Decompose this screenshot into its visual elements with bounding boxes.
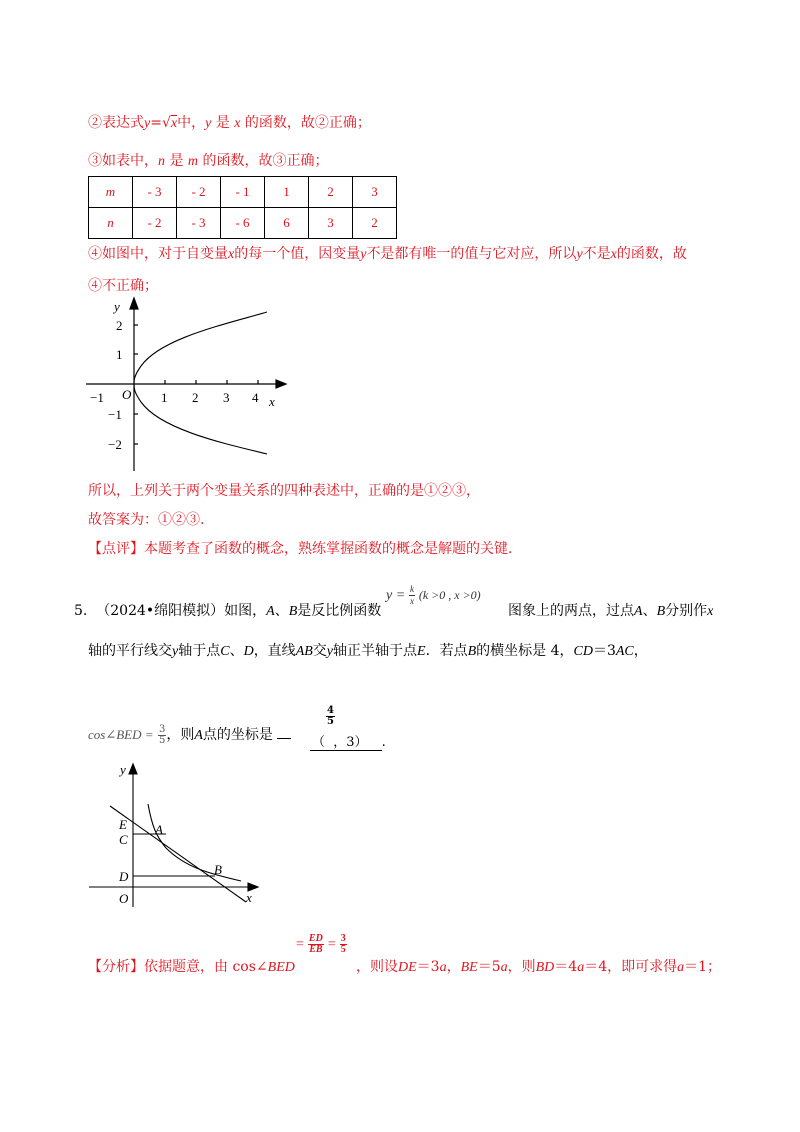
tick-label: −2: [108, 437, 122, 452]
text: ，则设: [356, 959, 398, 975]
text: 中，: [177, 115, 206, 131]
table-cell: 3: [353, 177, 397, 208]
var-x: x: [234, 116, 241, 131]
text: ，3）: [333, 735, 368, 750]
text: 点的坐标是: [202, 727, 273, 743]
problem-number: 5.: [74, 603, 88, 619]
hyperbola-graph: [86, 762, 266, 912]
text: 5: [158, 734, 166, 746]
text: ④如图中，对于自变量: [88, 246, 228, 262]
problem-5-line-1b: 图象上的两点，过点A、B分别作x: [508, 603, 714, 619]
var-y: y: [576, 247, 583, 262]
text: 图象上的两点，过点: [508, 603, 634, 619]
text: 4: [327, 705, 334, 716]
text: 不是: [582, 246, 611, 262]
statement-2-text: ②表达式: [88, 115, 144, 131]
point-label: E: [119, 817, 127, 832]
text: a: [677, 960, 685, 975]
answer-line: 故答案为：①②③.: [88, 512, 205, 528]
text: BE: [460, 960, 478, 975]
text: ＝5: [477, 959, 501, 975]
text: EB: [309, 944, 323, 955]
comment-line: 【点评】本题考查了函数的概念，熟练掌握函数的概念是解题的关键.: [88, 541, 513, 557]
x-axis-label: x: [246, 890, 252, 905]
answer-value: [310, 731, 386, 751]
text: （: [312, 735, 326, 750]
tick-label: 2: [116, 318, 123, 333]
table-cell: 1: [265, 177, 309, 208]
var-m: m: [187, 154, 199, 169]
text: 5: [340, 944, 346, 955]
text: ＝1；: [684, 959, 722, 975]
sqrt-icon: √x: [161, 115, 178, 131]
table-cell: - 2: [177, 177, 221, 208]
var-x: x: [228, 247, 235, 262]
table-cell: n: [89, 208, 133, 239]
text: 分别作: [665, 603, 708, 619]
text: ．若点: [425, 643, 468, 659]
parabola-graph: [86, 296, 306, 476]
var-y: y: [205, 116, 212, 131]
origin-label: O: [122, 387, 132, 402]
text: =: [296, 937, 304, 953]
table-cell: m: [89, 177, 133, 208]
point-label: B: [214, 862, 222, 877]
point-label: O: [119, 891, 129, 906]
text: k: [410, 584, 414, 594]
table-cell: - 2: [133, 208, 177, 239]
value-table: [88, 176, 397, 239]
point-label: A: [155, 822, 163, 837]
var-y: y: [144, 116, 151, 131]
text: ＝3: [592, 643, 616, 659]
line-AB: [110, 806, 246, 902]
table-cell: - 3: [133, 177, 177, 208]
tick-label: −1: [108, 407, 122, 422]
problem-5-line-1: 5. （2024•绵阳模拟）如图，A、B是反比例函数: [74, 603, 382, 619]
text: ＝3: [416, 959, 440, 975]
text: a: [439, 960, 447, 975]
text: 是: [165, 153, 188, 169]
tick-label: −1: [90, 390, 104, 405]
x-axis-arrow-icon: [276, 380, 286, 388]
text: 5: [327, 716, 334, 727]
equals-sign: =: [150, 115, 162, 131]
tick-label: 3: [223, 390, 230, 405]
table-cell: - 3: [177, 208, 221, 239]
table-cell: 2: [353, 208, 397, 239]
text: 的每一个值，因变量: [234, 246, 361, 262]
statement-3: [88, 150, 328, 170]
summary-line: 所以，上列关于两个变量关系的四种表述中，正确的是①②③，: [88, 483, 480, 499]
text: 轴的平行线交: [88, 643, 172, 659]
text: 3: [340, 933, 346, 944]
text: 的横坐标是 4，: [476, 643, 574, 659]
var-x: x: [610, 247, 617, 262]
formula-lhs: y =: [386, 588, 406, 603]
text: 【分析】依据题意，由 cos∠: [88, 959, 268, 975]
text: BD: [535, 960, 555, 975]
var-n: n: [158, 154, 165, 169]
y-axis-label: y: [114, 299, 120, 314]
text: 是: [211, 115, 235, 131]
y-axis-arrow-icon: [129, 764, 137, 774]
table-cell: 3: [309, 208, 353, 239]
tick-label: 4: [252, 390, 259, 405]
text: 轴于点: [178, 643, 221, 659]
table-cell: - 1: [221, 177, 265, 208]
text: ＝4，即可求得: [584, 959, 678, 975]
text: ，则: [166, 727, 195, 743]
parabola-curve: [134, 312, 267, 454]
text: ED: [308, 933, 323, 944]
text: a: [500, 960, 508, 975]
statement-4: [88, 243, 687, 263]
text: ，则: [507, 959, 536, 975]
text: 是反比例函数: [297, 603, 382, 619]
text: BED: [267, 960, 295, 975]
text: a: [577, 960, 585, 975]
analysis-fraction: [296, 934, 347, 955]
answer-fraction: [326, 706, 335, 727]
point-label: C: [119, 832, 128, 847]
text: 的函数，故: [616, 246, 687, 262]
table-row: [89, 208, 397, 239]
text: 的函数，故②正确；: [240, 115, 371, 131]
fraction: [308, 934, 324, 955]
x-axis-label: x: [269, 394, 275, 409]
y-axis-label: y: [120, 762, 126, 777]
table-row: [89, 177, 397, 208]
text: 的函数，故③正确；: [198, 153, 329, 169]
text: ，直线: [253, 643, 296, 659]
text: 交: [312, 643, 327, 659]
var-y: y: [360, 247, 367, 262]
y-axis-arrow-icon: [130, 298, 138, 309]
fraction: [409, 584, 415, 607]
statement-4-cont: ④不正确；: [88, 278, 158, 294]
text: .: [381, 735, 386, 750]
formula-condition: (k >0 , x >0): [418, 588, 481, 602]
text: （2024•绵阳模拟）如图，: [96, 603, 267, 619]
problem-5-line-3: cos∠BED = $\frac{3}{5}$ ，则A点的坐标是: [88, 724, 291, 746]
analysis-line: [88, 956, 295, 976]
table-cell: 6: [265, 208, 309, 239]
point-A: A: [266, 604, 275, 619]
problem-5-line-2: 轴的平行线交y轴于点C、D，直线AB交y轴正半轴于点E．若点B的横坐标是 4，CD＝3AC，: [88, 643, 648, 659]
text: =: [327, 937, 336, 953]
text: CD: [573, 644, 593, 659]
var-x: x: [170, 116, 178, 131]
text: ③如表中，: [88, 153, 158, 169]
text: ＝4: [554, 959, 578, 975]
text: x: [410, 596, 414, 606]
text: ，: [446, 959, 461, 975]
statement-2: [88, 112, 371, 132]
analysis-line-cont: [356, 956, 721, 976]
text: 轴正半轴于点: [333, 643, 418, 659]
tick-label: 1: [161, 390, 168, 405]
point-label: D: [119, 869, 129, 884]
tick-label: 1: [116, 347, 123, 362]
text: DE: [398, 960, 417, 975]
text: 3: [158, 723, 166, 735]
table-cell: 2: [309, 177, 353, 208]
point-B: B: [288, 604, 298, 619]
text: AC: [615, 644, 634, 659]
text: 不是都有唯一的值与它对应，所以: [366, 246, 577, 262]
cos-label: cos∠BED =: [88, 727, 154, 742]
table-cell: - 6: [221, 208, 265, 239]
fraction: [340, 934, 347, 955]
function-formula: [386, 584, 481, 607]
tick-label: 2: [192, 390, 199, 405]
answer-blank: [314, 706, 335, 727]
